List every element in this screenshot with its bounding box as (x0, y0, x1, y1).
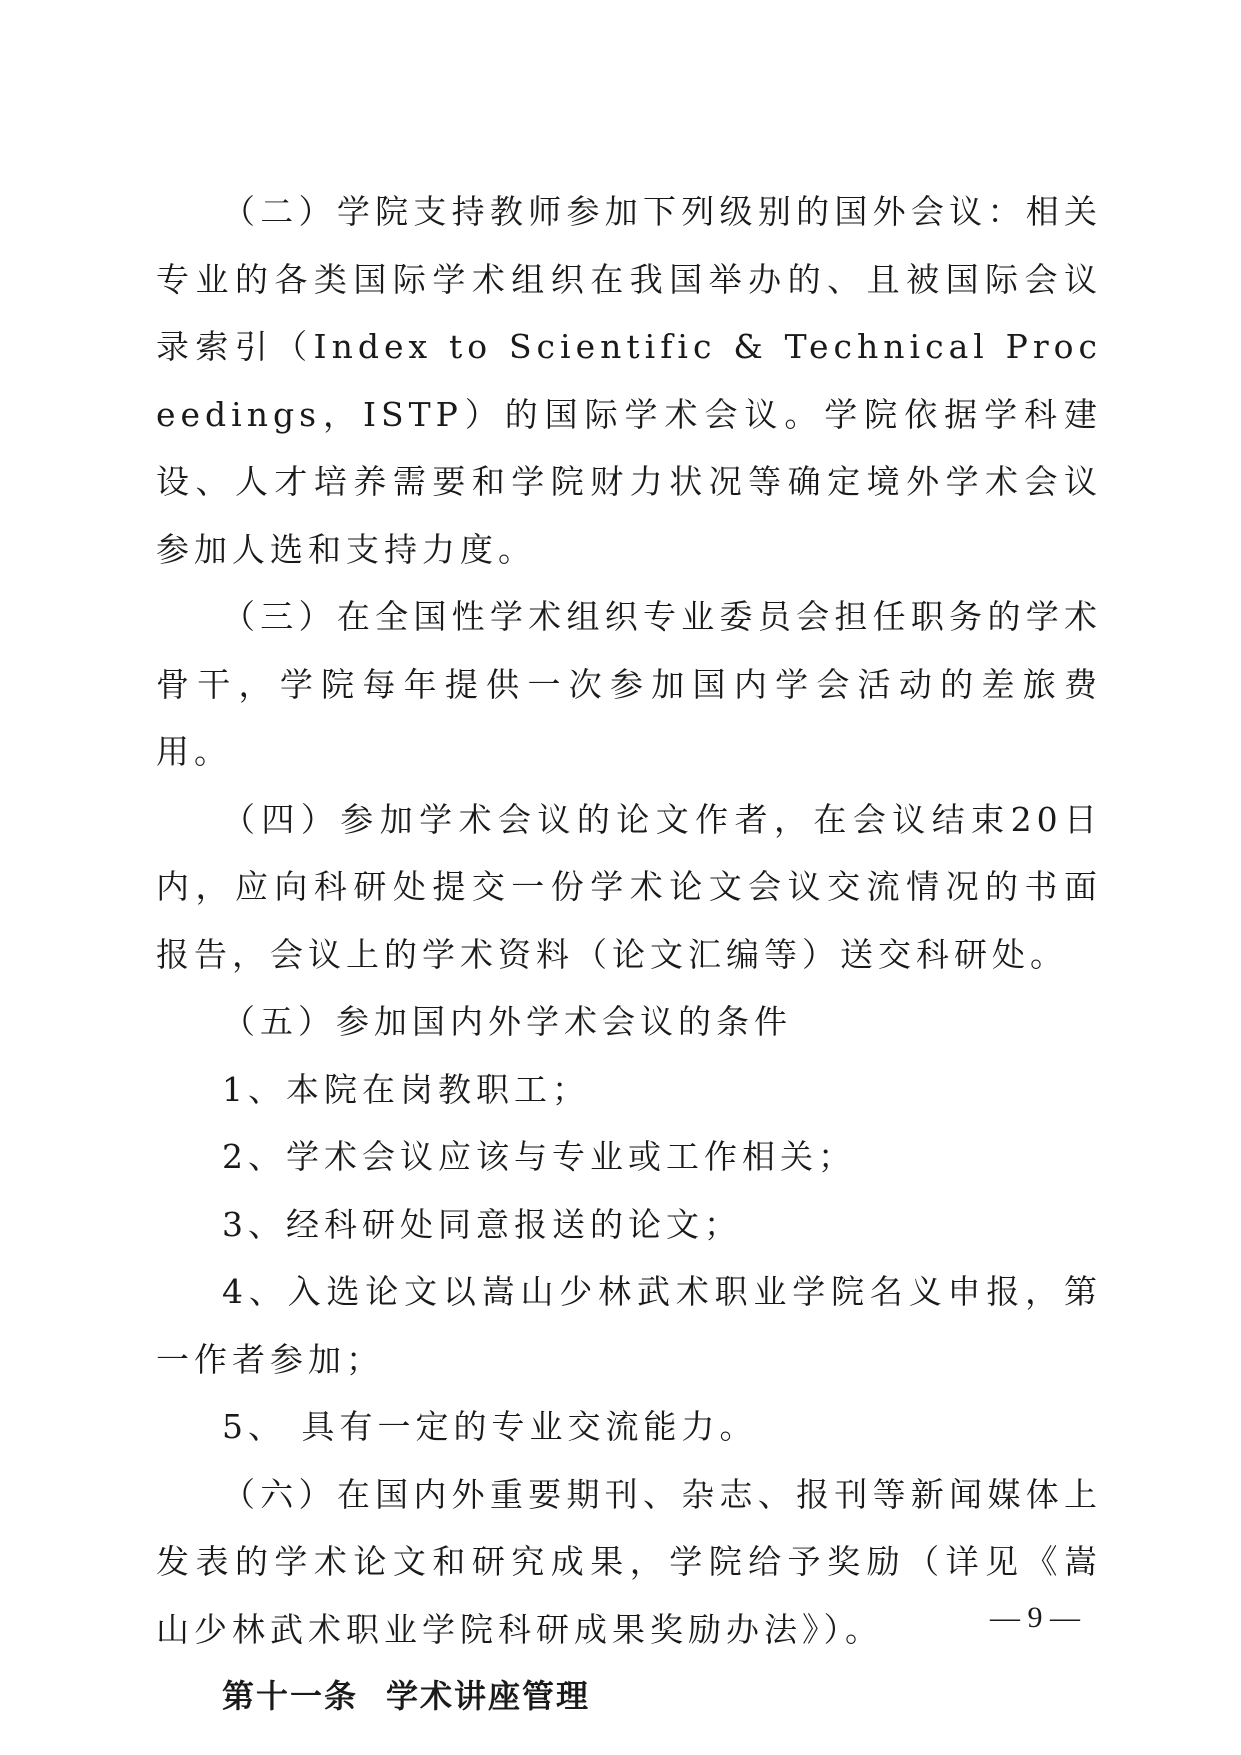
list-item-condition-3: 3、经科研处同意报送的论文； (222, 1204, 742, 1244)
article-heading (156, 1663, 1102, 1731)
list-item-condition-2: 2、学术会议应该与专业或工作相关； (222, 1137, 856, 1176)
list-item-condition-4: 4、入选论文以嵩山少林武术职业学院名义申报，第一作者参加； (156, 1272, 1102, 1379)
page-number: — 9 — (990, 1601, 1080, 1634)
paragraph-publication-rewards: （六）在国内外重要期刊、杂志、报刊等新闻媒体上发表的学术论文和研究成果，学院给予奖励（详见《嵩山少林武术职业学院科研成果奖励办法》）。 (156, 1474, 1102, 1649)
article-title: 学术讲座管理 (386, 1677, 591, 1715)
paragraph-conditions-title: （五）参加国内外学术会议的条件 (222, 1002, 792, 1041)
list-item-condition-5: 5、 具有一定的专业交流能力。 (222, 1407, 758, 1446)
paragraph-national-organization-travel: （三）在全国性学术组织专业委员会担任职务的学术骨干，学院每年提供一次参加国内学会活动的差旅费用。 (156, 597, 1102, 771)
paragraph-conference-report: （四）参加学术会议的论文作者，在会议结束20日内，应向科研处提交一份学术论文会议交流情况的书面报告，会议上的学术资料（论文汇编等）送交科研处。 (156, 799, 1102, 974)
paragraph-international-conferences: （二）学院支持教师参加下列级别的国外会议：相关专业的各类国际学术组织在我国举办的、且被国际会议录索引（Index to Scientific & Technical Proceedings，ISTP）的国际学术会议。学院依据学科建设、人才培养需要和学院财力状况等确定境外学术会议参加人选和支持力度。 (156, 192, 1102, 569)
article-number: 第十一条 (222, 1677, 359, 1715)
list-item-condition-1: 1、本院在岗教职工； (222, 1069, 590, 1109)
document-body (156, 178, 1102, 1731)
